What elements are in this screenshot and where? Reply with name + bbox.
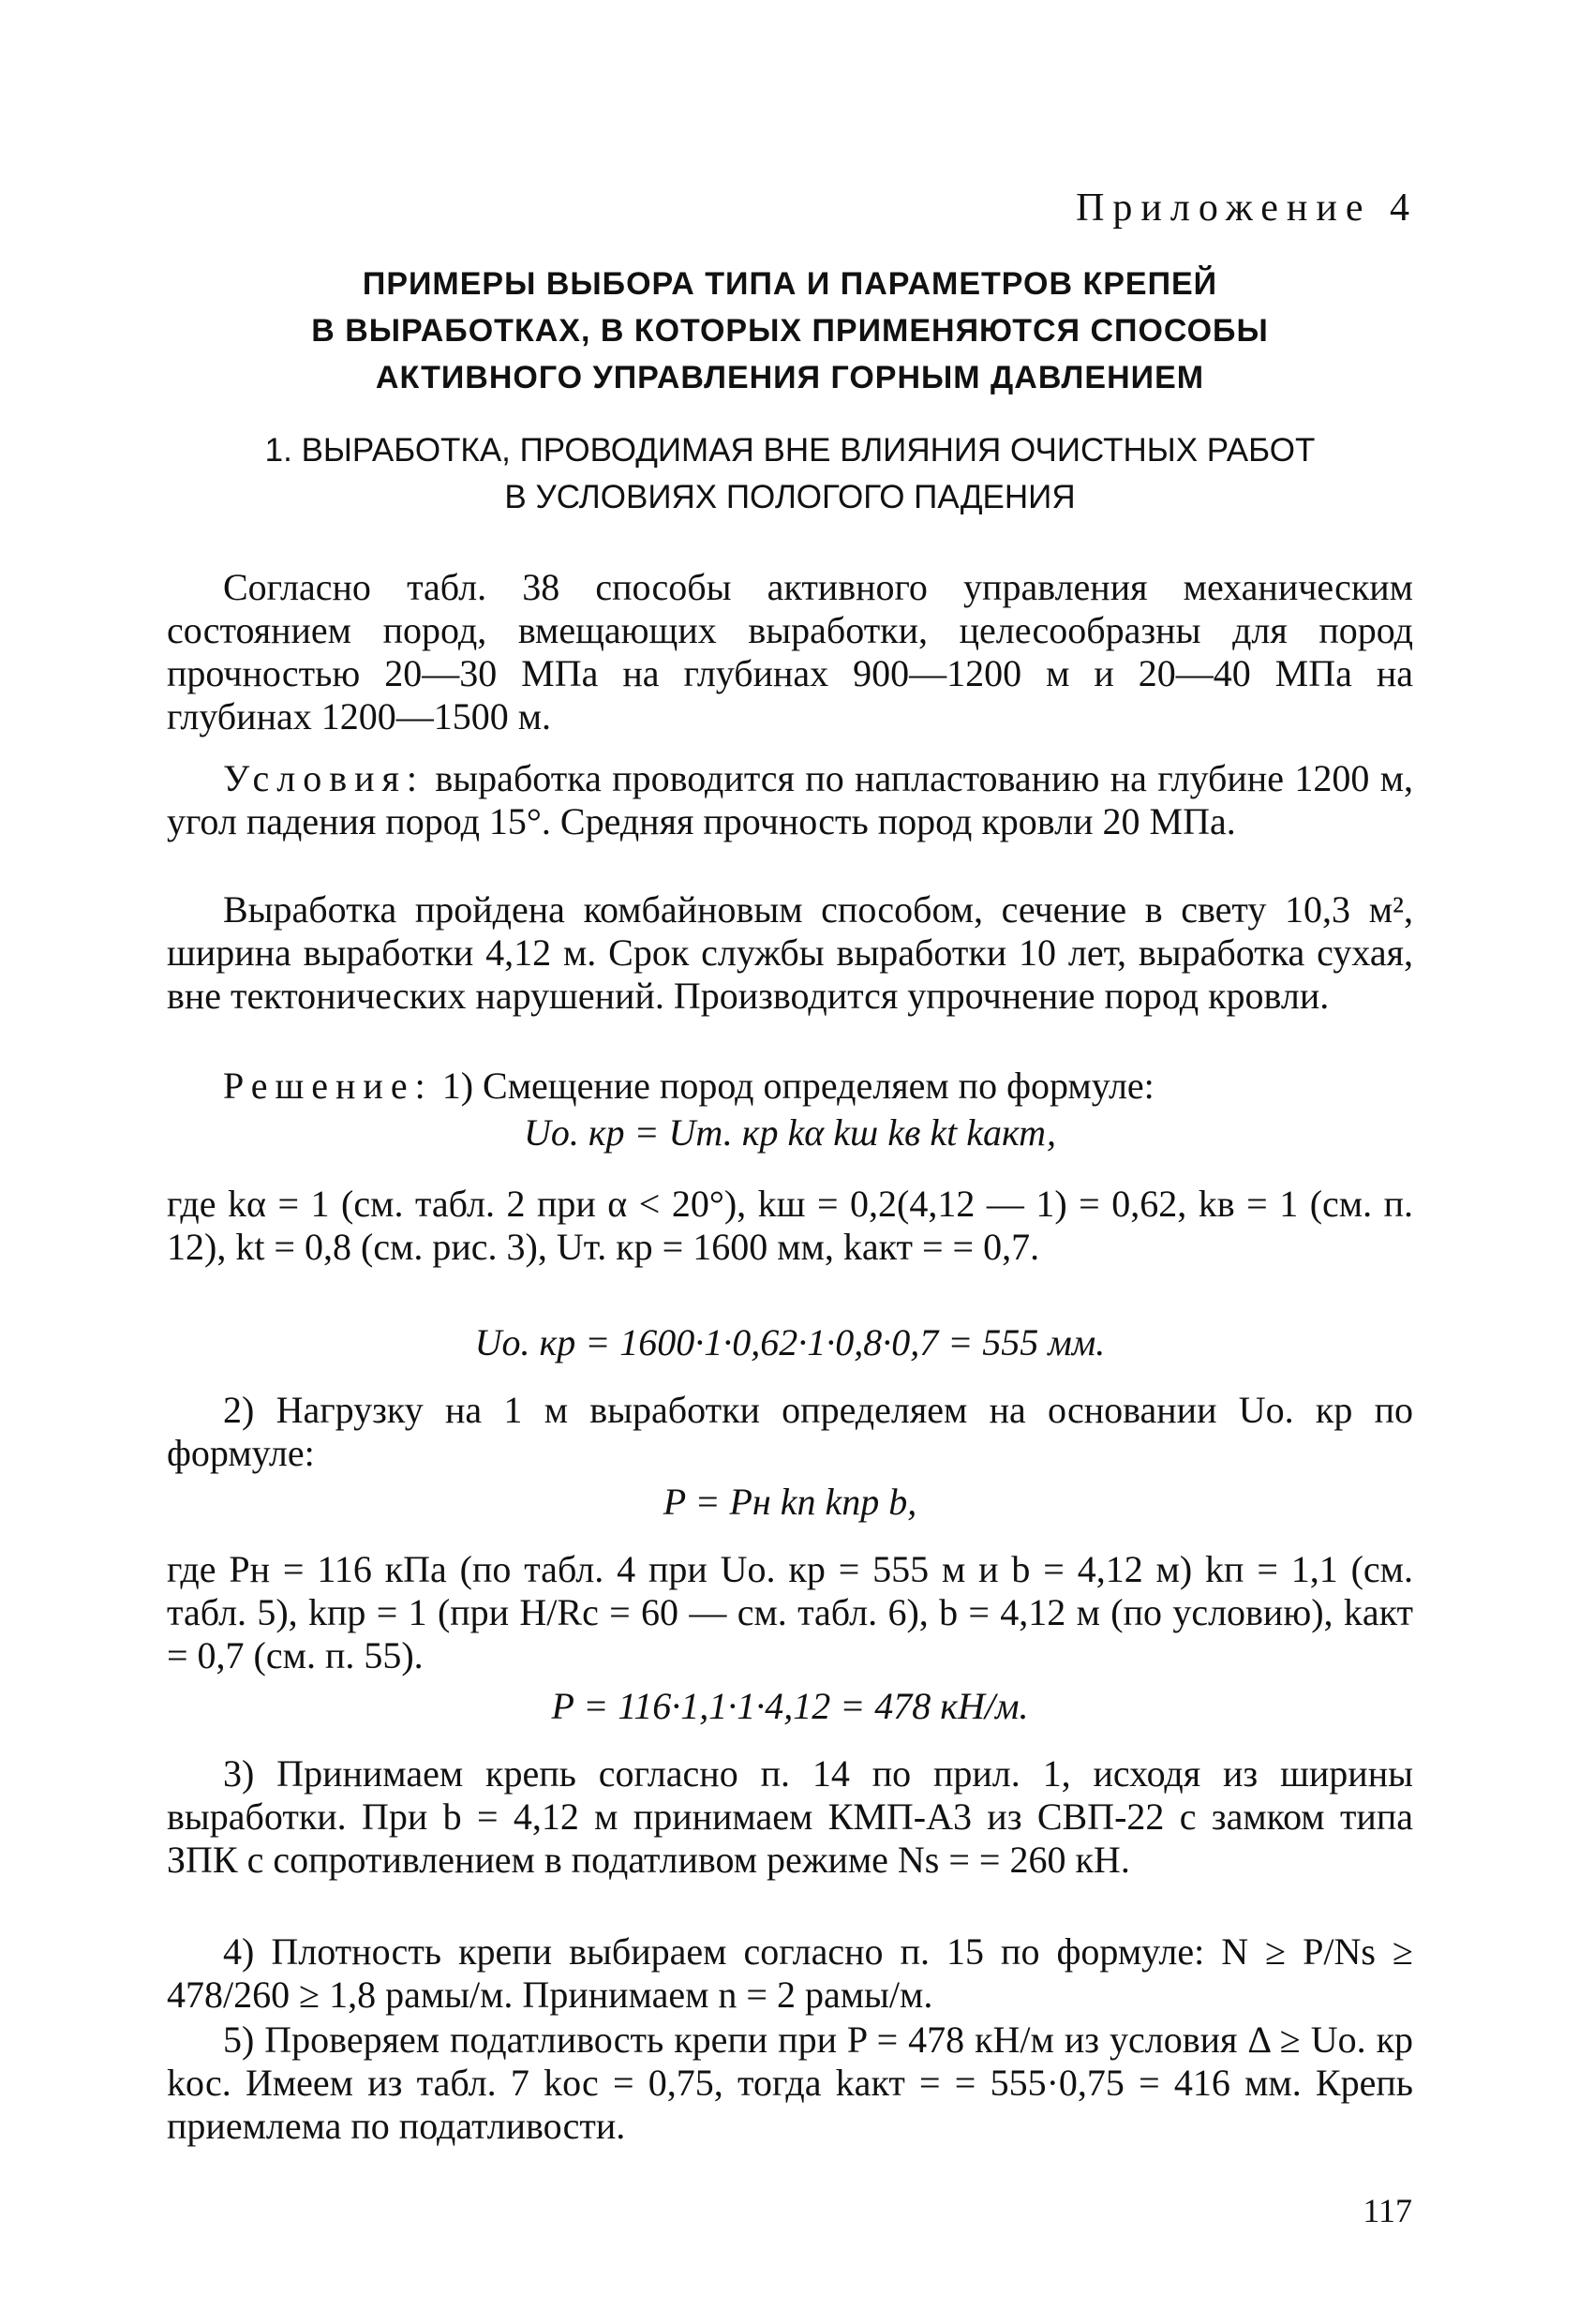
paragraph-support-yield: 5) Проверяем податливость крепи при P = 478 кН/м из условия Δ ≥ Uо. кр kос. Имеем из табл. 7 kос = 0,75, тогда kакт = = 555·0,75 = 416 мм. Крепь приемлема по податливости.	[167, 2019, 1413, 2147]
main-heading-line-1: ПРИМЕРЫ ВЫБОРА ТИПА И ПАРАМЕТРОВ КРЕПЕЙ	[362, 266, 1218, 302]
formula-displacement-value: Uо. кр = 1600·1·0,62·1·0,8·0,7 = 555 мм.	[474, 1321, 1106, 1363]
conditions-text: выработка проводится по напластованию на глубине 1200 м, угол падения пород 15°. Средняя прочность пород кровли 20 МПа.	[167, 757, 1414, 842]
paragraph-support-choice: 3) Принимаем крепь согласно п. 14 по прил. 1, исходя из ширины выработки. При b = 4,12 м принимаем КМП-А3 из СВП-22 с замком типа ЗПК с сопротивлением в податливом режиме Ns = = 260 кН.	[167, 1752, 1413, 1881]
paragraph-excavation: Выработка пройдена комбайновым способом, сечение в свету 10,3 м², ширина выработки 4,12 м. Срок службы выработки 10 лет, выработка сухая, вне тектонических нарушений. Производится упрочнение пород кровли.	[167, 888, 1413, 1017]
paragraph-support-density: 4) Плотность крепи выбираем согласно п. 15 по формуле: N ≥ P/Ns ≥ 478/260 ≥ 1,8 рамы/м. Принимаем n = 2 рамы/м.	[167, 1930, 1413, 2016]
conditions-label: Условия:	[223, 757, 425, 799]
section-heading-line-1: 1. ВЫРАБОТКА, ПРОВОДИМАЯ ВНЕ ВЛИЯНИЯ ОЧИСТНЫХ РАБОТ	[264, 432, 1316, 469]
paragraph-intro: Согласно табл. 38 способы активного управления механическим состоянием пород, вмещающих выработки, целесообразны для пород прочностью 20—30 МПа на глубинах 900—1200 м и 20—40 МПа на глубинах 1200—1500 м.	[167, 566, 1413, 737]
main-heading	[167, 261, 1413, 401]
main-heading-line-3: АКТИВНОГО УПРАВЛЕНИЯ ГОРНЫМ ДАВЛЕНИЕМ	[375, 360, 1205, 395]
formula-displacement: Uо. кр = Uт. кр kα kш kв kt kакт,	[523, 1111, 1057, 1154]
section-heading	[167, 427, 1413, 521]
solution-step-1: 1) Смещение пород определяем по формуле:	[441, 1065, 1155, 1107]
main-heading-line-2: В ВЫРАБОТКАХ, В КОТОРЫХ ПРИМЕНЯЮТСЯ СПОСОБЫ	[311, 313, 1269, 349]
paragraph-solution	[167, 1065, 1413, 1108]
page-number: 117	[1363, 2192, 1412, 2229]
paragraph-load-coefficients: где Pн = 116 кПа (по табл. 4 при Uо. кр = 555 м и b = 4,12 м) kп = 1,1 (см. табл. 5), kпр = 1 (при H/Rс = 60 — см. табл. 6), b = 4,12 м (по условию), kакт = 0,7 (см. п. 55).	[167, 1548, 1413, 1676]
appendix-label: Приложение 4	[1076, 186, 1418, 230]
paragraph-coefficients: где kα = 1 (см. табл. 2 при α < 20°), kш = 0,2(4,12 — 1) = 0,62, kв = 1 (см. п. 12), kt = 0,8 (см. рис. 3), Uт. кр = 1600 мм, kакт = = 0,7.	[167, 1183, 1413, 1268]
formula-load: P = Pн kп kпр b,	[663, 1481, 917, 1523]
paragraph-conditions	[167, 757, 1413, 843]
formula-load-value: P = 116·1,1·1·4,12 = 478 кН/м.	[551, 1685, 1029, 1727]
solution-label: Решение:	[223, 1065, 433, 1107]
section-heading-line-2: В УСЛОВИЯХ ПОЛОГОГО ПАДЕНИЯ	[504, 479, 1076, 515]
paragraph-load: 2) Нагрузку на 1 м выработки определяем на основании Uо. кр по формуле:	[167, 1389, 1413, 1474]
